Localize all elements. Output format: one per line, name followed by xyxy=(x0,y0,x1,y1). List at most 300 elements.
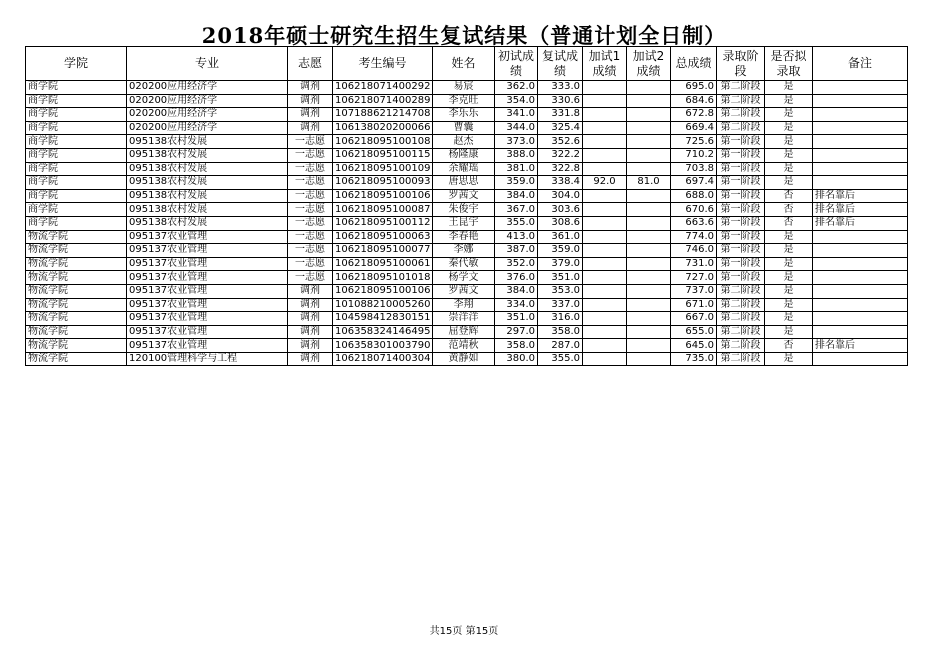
cell-remarks xyxy=(813,298,908,312)
cell-extra1-score xyxy=(583,271,627,285)
cell-admission-stage: 第二阶段 xyxy=(717,352,765,366)
cell-prelim-score: 380.0 xyxy=(495,352,538,366)
cell-remarks: 排名靠后 xyxy=(813,189,908,203)
cell-exam-id: 106218071400292 xyxy=(333,81,433,95)
cell-college: 商学院 xyxy=(26,108,127,122)
cell-extra2-score xyxy=(627,271,671,285)
cell-extra2-score xyxy=(627,203,671,217)
cell-preference: 一志愿 xyxy=(288,230,333,244)
cell-major: 020200应用经济学 xyxy=(127,94,288,108)
cell-preference: 一志愿 xyxy=(288,203,333,217)
cell-remarks xyxy=(813,230,908,244)
cell-college: 物流学院 xyxy=(26,257,127,271)
cell-major: 020200应用经济学 xyxy=(127,108,288,122)
cell-extra1-score xyxy=(583,121,627,135)
cell-retest-score: 359.0 xyxy=(538,244,583,258)
cell-exam-id: 104598412830151 xyxy=(333,312,433,326)
cell-exam-id: 106218095100106 xyxy=(333,189,433,203)
cell-major: 095137农业管理 xyxy=(127,298,288,312)
cell-retest-score: 331.8 xyxy=(538,108,583,122)
cell-preference: 调剂 xyxy=(288,121,333,135)
cell-extra1-score xyxy=(583,162,627,176)
cell-extra2-score xyxy=(627,284,671,298)
cell-extra2-score xyxy=(627,81,671,95)
header-college: 学院 xyxy=(26,47,127,81)
cell-extra1-score xyxy=(583,81,627,95)
header-exam-id: 考生编号 xyxy=(333,47,433,81)
cell-admission-stage: 第一阶段 xyxy=(717,230,765,244)
cell-retest-score: 308.6 xyxy=(538,216,583,230)
cell-admitted: 否 xyxy=(765,339,813,353)
table-row xyxy=(26,298,908,312)
cell-extra1-score xyxy=(583,244,627,258)
cell-prelim-score: 354.0 xyxy=(495,94,538,108)
cell-prelim-score: 352.0 xyxy=(495,257,538,271)
cell-extra1-score xyxy=(583,230,627,244)
cell-extra1-score: 92.0 xyxy=(583,176,627,190)
cell-name: 罗茜文 xyxy=(433,284,495,298)
cell-prelim-score: 297.0 xyxy=(495,325,538,339)
cell-admitted: 是 xyxy=(765,284,813,298)
cell-extra2-score xyxy=(627,108,671,122)
header-retest-score: 复试成绩 xyxy=(538,47,583,81)
cell-preference: 调剂 xyxy=(288,94,333,108)
cell-total-score: 710.2 xyxy=(671,148,717,162)
cell-preference: 一志愿 xyxy=(288,176,333,190)
header-remarks: 备注 xyxy=(813,47,908,81)
cell-extra2-score xyxy=(627,352,671,366)
cell-admitted: 是 xyxy=(765,352,813,366)
cell-prelim-score: 351.0 xyxy=(495,312,538,326)
table-row xyxy=(26,230,908,244)
cell-exam-id: 106138020200066 xyxy=(333,121,433,135)
cell-remarks xyxy=(813,284,908,298)
cell-remarks xyxy=(813,325,908,339)
cell-exam-id: 106218095100106 xyxy=(333,284,433,298)
cell-extra1-score xyxy=(583,135,627,149)
cell-name: 杨隆康 xyxy=(433,148,495,162)
cell-major: 020200应用经济学 xyxy=(127,81,288,95)
cell-admitted: 是 xyxy=(765,244,813,258)
cell-admission-stage: 第二阶段 xyxy=(717,339,765,353)
cell-admission-stage: 第二阶段 xyxy=(717,284,765,298)
cell-admission-stage: 第一阶段 xyxy=(717,176,765,190)
cell-extra1-score xyxy=(583,148,627,162)
header-admitted: 是否拟录取 xyxy=(765,47,813,81)
cell-extra1-score xyxy=(583,94,627,108)
cell-extra2-score xyxy=(627,230,671,244)
cell-major: 095138农村发展 xyxy=(127,162,288,176)
cell-extra2-score xyxy=(627,298,671,312)
table-row xyxy=(26,176,908,190)
cell-remarks xyxy=(813,312,908,326)
cell-admitted: 是 xyxy=(765,230,813,244)
table-row xyxy=(26,325,908,339)
cell-name: 崇洋洋 xyxy=(433,312,495,326)
cell-retest-score: 322.2 xyxy=(538,148,583,162)
cell-name: 李翔 xyxy=(433,298,495,312)
cell-preference: 一志愿 xyxy=(288,162,333,176)
cell-college: 商学院 xyxy=(26,121,127,135)
cell-exam-id: 106218095100093 xyxy=(333,176,433,190)
cell-extra2-score xyxy=(627,148,671,162)
table-row xyxy=(26,257,908,271)
cell-college: 物流学院 xyxy=(26,230,127,244)
table-row xyxy=(26,216,908,230)
table-row xyxy=(26,339,908,353)
cell-name: 范靖秋 xyxy=(433,339,495,353)
cell-retest-score: 325.4 xyxy=(538,121,583,135)
cell-name: 曹囊 xyxy=(433,121,495,135)
cell-total-score: 670.6 xyxy=(671,203,717,217)
cell-admission-stage: 第二阶段 xyxy=(717,94,765,108)
cell-total-score: 688.0 xyxy=(671,189,717,203)
table-row xyxy=(26,284,908,298)
table-row xyxy=(26,121,908,135)
cell-extra1-score xyxy=(583,216,627,230)
cell-admission-stage: 第一阶段 xyxy=(717,189,765,203)
cell-extra1-score xyxy=(583,284,627,298)
cell-preference: 调剂 xyxy=(288,339,333,353)
cell-admitted: 是 xyxy=(765,121,813,135)
cell-total-score: 667.0 xyxy=(671,312,717,326)
table-row xyxy=(26,271,908,285)
cell-remarks xyxy=(813,271,908,285)
cell-retest-score: 337.0 xyxy=(538,298,583,312)
cell-total-score: 737.0 xyxy=(671,284,717,298)
cell-prelim-score: 359.0 xyxy=(495,176,538,190)
cell-name: 李娜 xyxy=(433,244,495,258)
cell-major: 095137农业管理 xyxy=(127,244,288,258)
cell-admission-stage: 第二阶段 xyxy=(717,108,765,122)
cell-extra1-score xyxy=(583,203,627,217)
cell-exam-id: 106218095100063 xyxy=(333,230,433,244)
cell-admission-stage: 第一阶段 xyxy=(717,162,765,176)
cell-extra1-score xyxy=(583,339,627,353)
cell-retest-score: 361.0 xyxy=(538,230,583,244)
cell-prelim-score: 373.0 xyxy=(495,135,538,149)
cell-total-score: 672.8 xyxy=(671,108,717,122)
cell-total-score: 735.0 xyxy=(671,352,717,366)
cell-retest-score: 379.0 xyxy=(538,257,583,271)
cell-total-score: 774.0 xyxy=(671,230,717,244)
header-admission-stage: 录取阶段 xyxy=(717,47,765,81)
cell-remarks xyxy=(813,148,908,162)
cell-extra1-score xyxy=(583,257,627,271)
cell-college: 物流学院 xyxy=(26,298,127,312)
cell-admitted: 是 xyxy=(765,176,813,190)
cell-remarks xyxy=(813,108,908,122)
cell-retest-score: 287.0 xyxy=(538,339,583,353)
table-row xyxy=(26,135,908,149)
cell-preference: 一志愿 xyxy=(288,244,333,258)
cell-prelim-score: 388.0 xyxy=(495,148,538,162)
cell-college: 物流学院 xyxy=(26,244,127,258)
cell-remarks xyxy=(813,121,908,135)
cell-name: 朱俊宇 xyxy=(433,203,495,217)
cell-extra2-score xyxy=(627,121,671,135)
table-row xyxy=(26,189,908,203)
cell-exam-id: 106218095100061 xyxy=(333,257,433,271)
cell-total-score: 731.0 xyxy=(671,257,717,271)
cell-major: 120100管理科学与工程 xyxy=(127,352,288,366)
cell-preference: 一志愿 xyxy=(288,135,333,149)
cell-extra1-score xyxy=(583,298,627,312)
cell-exam-id: 106218095100109 xyxy=(333,162,433,176)
cell-extra2-score xyxy=(627,162,671,176)
cell-major: 095137农业管理 xyxy=(127,284,288,298)
table-row xyxy=(26,108,908,122)
cell-admitted: 是 xyxy=(765,312,813,326)
header-name: 姓名 xyxy=(433,47,495,81)
cell-remarks: 排名靠后 xyxy=(813,339,908,353)
cell-retest-score: 352.6 xyxy=(538,135,583,149)
table-row xyxy=(26,203,908,217)
cell-exam-id: 106218071400289 xyxy=(333,94,433,108)
cell-remarks xyxy=(813,162,908,176)
cell-college: 商学院 xyxy=(26,148,127,162)
cell-prelim-score: 384.0 xyxy=(495,189,538,203)
cell-name: 杨学文 xyxy=(433,271,495,285)
cell-college: 物流学院 xyxy=(26,325,127,339)
cell-name: 王昆宇 xyxy=(433,216,495,230)
cell-admitted: 是 xyxy=(765,108,813,122)
cell-exam-id: 106358324146495 xyxy=(333,325,433,339)
cell-total-score: 746.0 xyxy=(671,244,717,258)
cell-remarks xyxy=(813,176,908,190)
cell-major: 095138农村发展 xyxy=(127,216,288,230)
cell-exam-id: 106218095100108 xyxy=(333,135,433,149)
cell-name: 秦代敏 xyxy=(433,257,495,271)
table-row xyxy=(26,312,908,326)
cell-retest-score: 338.4 xyxy=(538,176,583,190)
cell-name: 李乐乐 xyxy=(433,108,495,122)
cell-admitted: 是 xyxy=(765,162,813,176)
cell-major: 095137农业管理 xyxy=(127,312,288,326)
cell-college: 物流学院 xyxy=(26,352,127,366)
cell-retest-score: 351.0 xyxy=(538,271,583,285)
cell-preference: 调剂 xyxy=(288,325,333,339)
cell-admission-stage: 第一阶段 xyxy=(717,135,765,149)
cell-prelim-score: 362.0 xyxy=(495,81,538,95)
cell-admitted: 是 xyxy=(765,94,813,108)
cell-prelim-score: 387.0 xyxy=(495,244,538,258)
cell-extra2-score xyxy=(627,94,671,108)
header-prelim-score: 初试成绩 xyxy=(495,47,538,81)
cell-admitted: 是 xyxy=(765,271,813,285)
header-extra2-score: 加试2成绩 xyxy=(627,47,671,81)
cell-admission-stage: 第二阶段 xyxy=(717,325,765,339)
cell-major: 095138农村发展 xyxy=(127,148,288,162)
header-extra1-score: 加试1成绩 xyxy=(583,47,627,81)
table-row xyxy=(26,94,908,108)
cell-extra1-score xyxy=(583,108,627,122)
cell-retest-score: 316.0 xyxy=(538,312,583,326)
cell-total-score: 669.4 xyxy=(671,121,717,135)
cell-college: 物流学院 xyxy=(26,284,127,298)
cell-total-score: 697.4 xyxy=(671,176,717,190)
table-row xyxy=(26,148,908,162)
cell-extra2-score xyxy=(627,339,671,353)
cell-prelim-score: 376.0 xyxy=(495,271,538,285)
cell-admission-stage: 第一阶段 xyxy=(717,203,765,217)
cell-retest-score: 358.0 xyxy=(538,325,583,339)
table-row xyxy=(26,244,908,258)
cell-preference: 调剂 xyxy=(288,81,333,95)
cell-college: 商学院 xyxy=(26,176,127,190)
cell-retest-score: 303.6 xyxy=(538,203,583,217)
cell-retest-score: 330.6 xyxy=(538,94,583,108)
cell-preference: 一志愿 xyxy=(288,216,333,230)
cell-extra1-score xyxy=(583,312,627,326)
cell-admitted: 否 xyxy=(765,203,813,217)
cell-retest-score: 353.0 xyxy=(538,284,583,298)
cell-name: 唐思思 xyxy=(433,176,495,190)
cell-exam-id: 106218095100087 xyxy=(333,203,433,217)
cell-prelim-score: 355.0 xyxy=(495,216,538,230)
cell-name: 屈登辉 xyxy=(433,325,495,339)
cell-exam-id: 106218095101018 xyxy=(333,271,433,285)
cell-preference: 一志愿 xyxy=(288,189,333,203)
cell-prelim-score: 413.0 xyxy=(495,230,538,244)
cell-college: 物流学院 xyxy=(26,271,127,285)
cell-preference: 一志愿 xyxy=(288,257,333,271)
cell-admission-stage: 第一阶段 xyxy=(717,257,765,271)
cell-college: 商学院 xyxy=(26,94,127,108)
cell-total-score: 725.6 xyxy=(671,135,717,149)
header-preference: 志愿 xyxy=(288,47,333,81)
cell-major: 095137农业管理 xyxy=(127,339,288,353)
cell-extra1-score xyxy=(583,189,627,203)
cell-retest-score: 333.0 xyxy=(538,81,583,95)
cell-prelim-score: 334.0 xyxy=(495,298,538,312)
cell-exam-id: 106218095100077 xyxy=(333,244,433,258)
cell-admitted: 是 xyxy=(765,81,813,95)
cell-remarks: 排名靠后 xyxy=(813,216,908,230)
cell-preference: 调剂 xyxy=(288,284,333,298)
cell-remarks xyxy=(813,81,908,95)
cell-remarks xyxy=(813,352,908,366)
cell-preference: 调剂 xyxy=(288,108,333,122)
cell-admitted: 是 xyxy=(765,148,813,162)
cell-exam-id: 107188621214708 xyxy=(333,108,433,122)
cell-major: 020200应用经济学 xyxy=(127,121,288,135)
cell-name: 余耀瑶 xyxy=(433,162,495,176)
cell-admitted: 否 xyxy=(765,189,813,203)
cell-name: 李春艳 xyxy=(433,230,495,244)
cell-admission-stage: 第二阶段 xyxy=(717,121,765,135)
cell-admission-stage: 第一阶段 xyxy=(717,148,765,162)
cell-admission-stage: 第二阶段 xyxy=(717,298,765,312)
cell-exam-id: 106218095100115 xyxy=(333,148,433,162)
cell-name: 易宸 xyxy=(433,81,495,95)
cell-prelim-score: 381.0 xyxy=(495,162,538,176)
cell-extra2-score xyxy=(627,135,671,149)
cell-admission-stage: 第二阶段 xyxy=(717,81,765,95)
cell-total-score: 645.0 xyxy=(671,339,717,353)
cell-preference: 一志愿 xyxy=(288,271,333,285)
cell-admitted: 是 xyxy=(765,257,813,271)
cell-extra2-score xyxy=(627,257,671,271)
cell-prelim-score: 358.0 xyxy=(495,339,538,353)
table-row xyxy=(26,352,908,366)
cell-admitted: 是 xyxy=(765,325,813,339)
cell-retest-score: 355.0 xyxy=(538,352,583,366)
cell-major: 095137农业管理 xyxy=(127,230,288,244)
cell-name: 赵杰 xyxy=(433,135,495,149)
table-row xyxy=(26,81,908,95)
cell-name: 黄静如 xyxy=(433,352,495,366)
cell-extra2-score xyxy=(627,216,671,230)
header-total-score: 总成绩 xyxy=(671,47,717,81)
cell-major: 095137农业管理 xyxy=(127,325,288,339)
cell-college: 商学院 xyxy=(26,216,127,230)
cell-extra2-score xyxy=(627,189,671,203)
cell-college: 商学院 xyxy=(26,203,127,217)
cell-total-score: 695.0 xyxy=(671,81,717,95)
cell-remarks xyxy=(813,244,908,258)
cell-total-score: 655.0 xyxy=(671,325,717,339)
cell-prelim-score: 344.0 xyxy=(495,121,538,135)
cell-remarks xyxy=(813,135,908,149)
cell-exam-id: 106358301003790 xyxy=(333,339,433,353)
cell-extra2-score xyxy=(627,312,671,326)
cell-retest-score: 322.8 xyxy=(538,162,583,176)
table-row xyxy=(26,162,908,176)
cell-major: 095137农业管理 xyxy=(127,271,288,285)
cell-total-score: 663.6 xyxy=(671,216,717,230)
cell-prelim-score: 367.0 xyxy=(495,203,538,217)
cell-admission-stage: 第一阶段 xyxy=(717,244,765,258)
cell-college: 物流学院 xyxy=(26,312,127,326)
cell-exam-id: 106218095100112 xyxy=(333,216,433,230)
cell-total-score: 703.8 xyxy=(671,162,717,176)
cell-prelim-score: 341.0 xyxy=(495,108,538,122)
cell-name: 李克旺 xyxy=(433,94,495,108)
cell-admission-stage: 第二阶段 xyxy=(717,312,765,326)
cell-major: 095138农村发展 xyxy=(127,189,288,203)
cell-college: 物流学院 xyxy=(26,339,127,353)
cell-extra1-score xyxy=(583,352,627,366)
page-footer: 共15页 第15页 xyxy=(429,626,499,637)
cell-retest-score: 304.0 xyxy=(538,189,583,203)
cell-prelim-score: 384.0 xyxy=(495,284,538,298)
cell-extra2-score: 81.0 xyxy=(627,176,671,190)
header-major: 专业 xyxy=(127,47,288,81)
cell-college: 商学院 xyxy=(26,162,127,176)
cell-name: 罗茜文 xyxy=(433,189,495,203)
page-title: 2018年硕士研究生招生复试结果（普通计划全日制） xyxy=(201,23,727,48)
table-header-row xyxy=(26,47,908,81)
cell-total-score: 671.0 xyxy=(671,298,717,312)
cell-major: 095137农业管理 xyxy=(127,257,288,271)
cell-college: 商学院 xyxy=(26,135,127,149)
cell-preference: 调剂 xyxy=(288,312,333,326)
cell-preference: 调剂 xyxy=(288,352,333,366)
cell-college: 商学院 xyxy=(26,81,127,95)
cell-admitted: 是 xyxy=(765,298,813,312)
cell-extra2-score xyxy=(627,244,671,258)
cell-preference: 一志愿 xyxy=(288,148,333,162)
cell-major: 095138农村发展 xyxy=(127,203,288,217)
cell-exam-id: 106218071400304 xyxy=(333,352,433,366)
cell-admission-stage: 第一阶段 xyxy=(717,216,765,230)
cell-admitted: 否 xyxy=(765,216,813,230)
cell-remarks xyxy=(813,257,908,271)
cell-major: 095138农村发展 xyxy=(127,176,288,190)
cell-college: 商学院 xyxy=(26,189,127,203)
results-table xyxy=(25,46,908,366)
